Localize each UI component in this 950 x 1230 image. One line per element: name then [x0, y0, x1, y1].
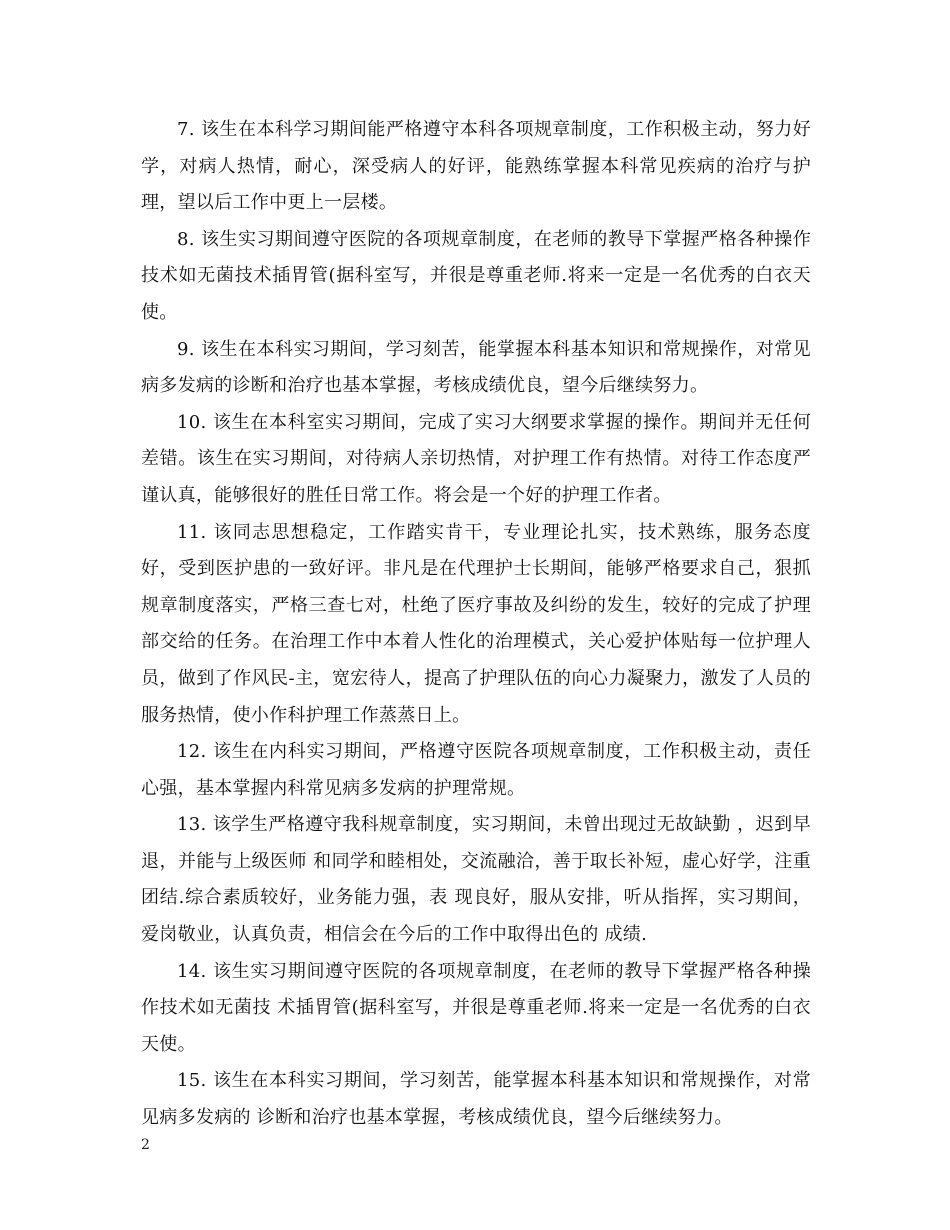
paragraph-item-14: 14. 该生实习期间遵守医院的各项规章制度，在老师的教导下掌握严格各种操作技术如无菌技 术插胃管(据科室写，并很是尊重老师.将来一定是一名优秀的白衣天使。	[141, 960, 811, 1055]
paragraph-item-12: 12. 该生在内科实习期间，严格遵守医院各项规章制度，工作积极主动，责任心强，基本掌握内科常见病多发病的护理常规。	[141, 741, 811, 799]
paragraph-item-10: 10. 该生在本科室实习期间，完成了实习大纲要求掌握的操作。期间并无任何差错。该生在实习期间，对待病人亲切热情，对护理工作有热情。对待工作态度严谨认真，能够很好的胜任日常工作。将会是一个好的护理工作者。	[141, 411, 811, 506]
paragraph-item-13: 13. 该学生严格遵守我科规章制度，实习期间，未曾出现过无故缺勤 ，迟到早退，并能与上级医师 和同学和睦相处，交流融洽，善于取长补短，虚心好学，注重团结.综合素质较好，业务能力强，表 现良好，服从安排，听从指挥，实习期间，爱岗敬业，认真负责，相信会在今后的工作中取得出色的 成绩.	[141, 814, 811, 946]
paragraph-item-7: 7. 该生在本科学习期间能严格遵守本科各项规章制度，工作积极主动，努力好学，对病人热情，耐心，深受病人的好评，能熟练掌握本科常见疾病的治疗与护理，望以后工作中更上一层楼。	[141, 119, 811, 214]
paragraph-item-8: 8. 该生实习期间遵守医院的各项规章制度，在老师的教导下掌握严格各种操作技术如无菌技术插胃管(据科室写，并很是尊重老师.将来一定是一名优秀的白衣天使。	[141, 228, 811, 323]
document-body	[141, 112, 811, 1137]
paragraph-item-11: 11. 该同志思想稳定，工作踏实肯干，专业理论扎实，技术熟练，服务态度好，受到医护患的一致好评。非凡是在代理护士长期间，能够严格要求自己，狠抓规章制度落实，严格三查七对，杜绝了医疗事故及纠纷的发生，较好的完成了护理部交给的任务。在治理工作中本着人性化的治理模式，关心爱护体贴每一位护理人员，做到了作风民-主，宽宏待人，提高了护理队伍的向心力凝聚力，激发了人员的服务热情，使小作科护理工作蒸蒸日上。	[141, 521, 811, 726]
paragraph-item-9: 9. 该生在本科实习期间，学习刻苦，能掌握本科基本知识和常规操作，对常见病多发病的诊断和治疗也基本掌握，考核成绩优良，望今后继续努力。	[141, 338, 811, 397]
page-number: 2	[141, 1137, 150, 1153]
paragraph-item-15: 15. 该生在本科实习期间，学习刻苦，能掌握本科基本知识和常规操作，对常见病多发病的 诊断和治疗也基本掌握，考核成绩优良，望今后继续努力。	[141, 1070, 811, 1129]
